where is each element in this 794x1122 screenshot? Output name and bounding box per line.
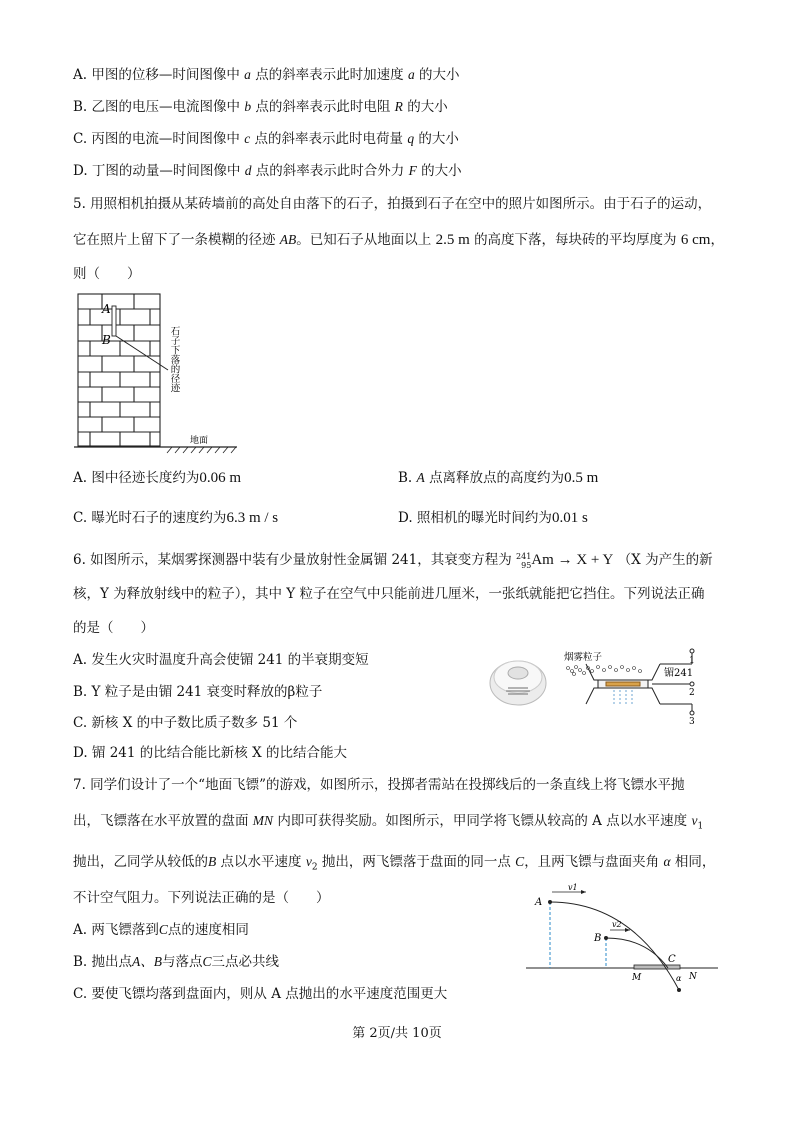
brick-wall <box>78 294 160 446</box>
page-footer: 第 2页/共 10页 <box>352 1026 442 1041</box>
q7-option-a: A. 两飞镖落到C点的速度相同 <box>73 922 249 938</box>
q5-line1: 5. 用照相机拍摄从某砖墙前的高处自由落下的石子，拍摄到石子在空中的照片如图所示。由于石子的运动， <box>73 196 712 212</box>
ground-label: 地面 <box>190 436 209 446</box>
point-c: C <box>668 954 676 965</box>
brick-wall-figure <box>72 292 247 454</box>
q7-option-c: C. 要使飞镖均落到盘面内，则从 A 点抛出的水平速度范围更大 <box>73 986 448 1002</box>
smoke-detector-photo <box>490 661 546 705</box>
terminal-3: 3 <box>689 717 695 725</box>
smoke-particles <box>567 666 642 676</box>
q7-line3: 抛出，乙同学从较低的B 点以水平速度 $v_2$ 抛出，两飞镖落于盘面的同一点 C，且两飞镖与盘面夹角 α 相同， <box>73 854 716 873</box>
q5-option-b: B. A 点离释放点的高度约为0.5 m <box>398 470 599 486</box>
q6-line3: 的是（ ） <box>73 620 154 636</box>
point-n: N <box>689 972 697 982</box>
q5-option-c: C. 曝光时石子的速度约为6.3 m / s <box>73 510 279 526</box>
q4-option-a: A. 甲图的位移—时间图像中 a 点的斜率表示此时加速度 a 的大小 <box>73 67 460 83</box>
trajectory-a <box>550 902 679 990</box>
smoke-detector-figure <box>486 640 701 725</box>
point-b: B <box>594 933 602 944</box>
q6-option-c: C. 新核 X 的中子数比质子数多 51 个 <box>73 715 298 731</box>
q4-option-b: B. 乙图的电压—电流图像中 b 点的斜率表示此时电阻 R 的大小 <box>73 99 448 115</box>
label-v1: v1 <box>568 883 578 892</box>
label-a: A <box>102 302 111 316</box>
terminal-1: 1 <box>689 656 695 666</box>
label-alpha: α <box>676 974 682 983</box>
q6-line1: 6. 如图所示，某烟雾探测器中装有少量放射性金属镅 241，其衰变方程为 241 95Am → X + Y （X 为产生的新 <box>73 551 713 570</box>
terminal-2: 2 <box>689 688 695 698</box>
q5-option-d: D. 照相机的曝光时间约为0.01 s <box>398 510 588 526</box>
side-label: 石子下落的径迹 <box>168 326 180 393</box>
board-mn <box>634 965 680 969</box>
q5-option-a: A. 图中径迹长度约为0.06 m <box>73 470 242 486</box>
label-v2: v2 <box>612 920 622 929</box>
q5-line3: 则（ ） <box>73 266 141 282</box>
point-a: A <box>535 897 543 908</box>
point-m: M <box>632 973 642 983</box>
q7-line2: 出，飞镖落在水平放置的盘面 MN 内即可获得奖励。如图所示，甲同学将飞镖从较高的 A 点以水平速度 $v_1$ <box>73 813 704 832</box>
q7-line4: 不计空气阻力。下列说法正确的是（ ） <box>73 890 330 906</box>
q7-line1: 7. 同学们设计了一个“地面飞镖”的游戏，如图所示，投掷者需站在投掷线后的一条直线上将飞镖水平抛 <box>73 777 685 793</box>
q6-option-b: B. Y 粒子是由镅 241 衰变时释放的β粒子 <box>73 684 323 700</box>
q7-option-b: B. 抛出点A、B与落点C三点必共线 <box>73 954 280 970</box>
nuclide-numbers: 241 95 <box>516 551 532 570</box>
q5-line2: 它在照片上留下了一条模糊的径迹 AB。已知石子从地面以上 2.5 m 的高度下落，每块砖的平均厚度为 6 cm， <box>73 232 724 248</box>
am241-label: 镅241 <box>664 668 694 679</box>
q6-line2: 核，Y 为释放射线中的粒子），其中 Y 粒子在空气中只能前进几厘米，一张纸就能把它挡住。下列说法正确 <box>73 586 705 602</box>
label-b: B <box>102 333 111 347</box>
smoke-particles-label: 烟雾粒子 <box>564 652 603 663</box>
q4-option-d: D. 丁图的动量—时间图像中 d 点的斜率表示此时合外力 F 的大小 <box>73 163 462 179</box>
stone-trace <box>112 306 116 336</box>
q4-option-c: C. 丙图的电流—时间图像中 c 点的斜率表示此时电荷量 q 的大小 <box>73 131 459 147</box>
trajectory-b <box>606 938 668 968</box>
q6-option-d: D. 镅 241 的比结合能比新核 X 的比结合能大 <box>73 745 347 761</box>
dart-game-figure <box>522 880 722 995</box>
q6-option-a: A. 发生火灾时温度升高会使镅 241 的半衰期变短 <box>73 652 369 668</box>
